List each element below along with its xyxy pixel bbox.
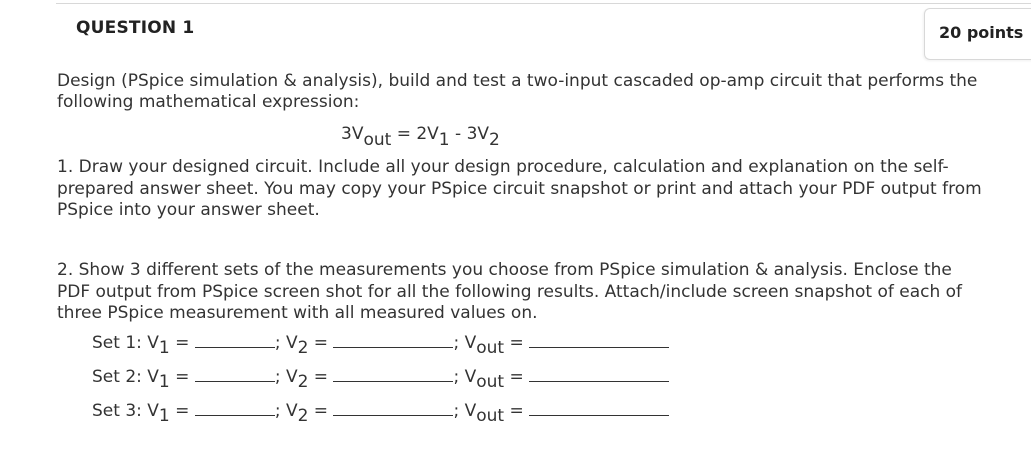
v1-blank[interactable]: [195, 369, 275, 382]
intro-line-1: Design (PSpice simulation & analysis), build and test a two-input cascaded op-amp circuit that performs the: [57, 71, 978, 91]
set-label: Set 2:: [92, 367, 148, 387]
vout-symbol: ; V: [453, 367, 477, 387]
item2-line-1: 2. Show 3 different sets of the measurements you choose from PSpice simulation & analysis. Enclose the: [57, 260, 952, 280]
set-label: Set 1:: [92, 333, 148, 353]
v2-sub: 2: [297, 338, 309, 358]
item2-line-3: three PSpice measurement with all measured values on.: [57, 303, 538, 323]
item1-line-2: prepared answer sheet. You may copy your PSpice circuit snapshot or print and attach your PDF output from: [57, 179, 982, 199]
vout-symbol: ; V: [453, 401, 477, 421]
eq-lhs-sub: out: [363, 130, 392, 150]
eq-lhs: 3V: [341, 124, 364, 144]
v2-symbol: ; V: [274, 401, 298, 421]
points-badge: [924, 8, 1031, 60]
eq-v2-sub: 2: [489, 130, 500, 150]
item1-line-3: PSpice into your answer sheet.: [57, 200, 320, 220]
eq-v1-sub: 1: [438, 130, 450, 150]
v1-sub: 1: [158, 372, 170, 392]
target-equation: [341, 124, 500, 150]
v1-blank[interactable]: [195, 335, 275, 348]
equals: =: [308, 333, 334, 353]
equals: =: [308, 367, 334, 387]
v1-symbol: V: [147, 367, 159, 387]
equals: =: [504, 333, 530, 353]
vout-blank[interactable]: [529, 335, 669, 348]
equals: =: [169, 367, 195, 387]
vout-sub: out: [476, 338, 505, 358]
v1-blank[interactable]: [195, 403, 275, 416]
v2-sub: 2: [297, 372, 309, 392]
v2-symbol: ; V: [274, 367, 298, 387]
equals: =: [308, 401, 334, 421]
v2-symbol: ; V: [274, 333, 298, 353]
v2-sub: 2: [297, 406, 309, 426]
vout-blank[interactable]: [529, 403, 669, 416]
vout-sub: out: [476, 406, 505, 426]
equals: =: [504, 401, 530, 421]
v1-symbol: V: [147, 401, 159, 421]
intro-line-2: following mathematical expression:: [57, 92, 360, 112]
v2-blank[interactable]: [333, 369, 453, 382]
eq-minus: - 3V: [449, 124, 490, 144]
v2-blank[interactable]: [333, 403, 453, 416]
vout-blank[interactable]: [529, 369, 669, 382]
points-value: 20 points: [939, 23, 1024, 42]
item2-line-2: PDF output from PSpice screen shot for all the following results. Attach/include screen snapshot of each of: [57, 282, 963, 302]
measurement-set-2: [92, 367, 669, 392]
set-label: Set 3:: [92, 401, 148, 421]
question-title: QUESTION 1: [76, 18, 195, 38]
eq-equals: = 2V: [391, 124, 439, 144]
equals: =: [504, 367, 530, 387]
equals: =: [169, 401, 195, 421]
item1-line-1: 1. Draw your designed circuit. Include all your design procedure, calculation and explanation on the self-: [57, 157, 949, 177]
v1-sub: 1: [158, 338, 170, 358]
equals: =: [169, 333, 195, 353]
v2-blank[interactable]: [333, 335, 453, 348]
measurement-set-3: [92, 401, 669, 426]
measurement-set-1: [92, 333, 669, 358]
v1-sub: 1: [158, 406, 170, 426]
vout-symbol: ; V: [453, 333, 477, 353]
top-divider: [56, 3, 1031, 4]
v1-symbol: V: [147, 333, 159, 353]
vout-sub: out: [476, 372, 505, 392]
